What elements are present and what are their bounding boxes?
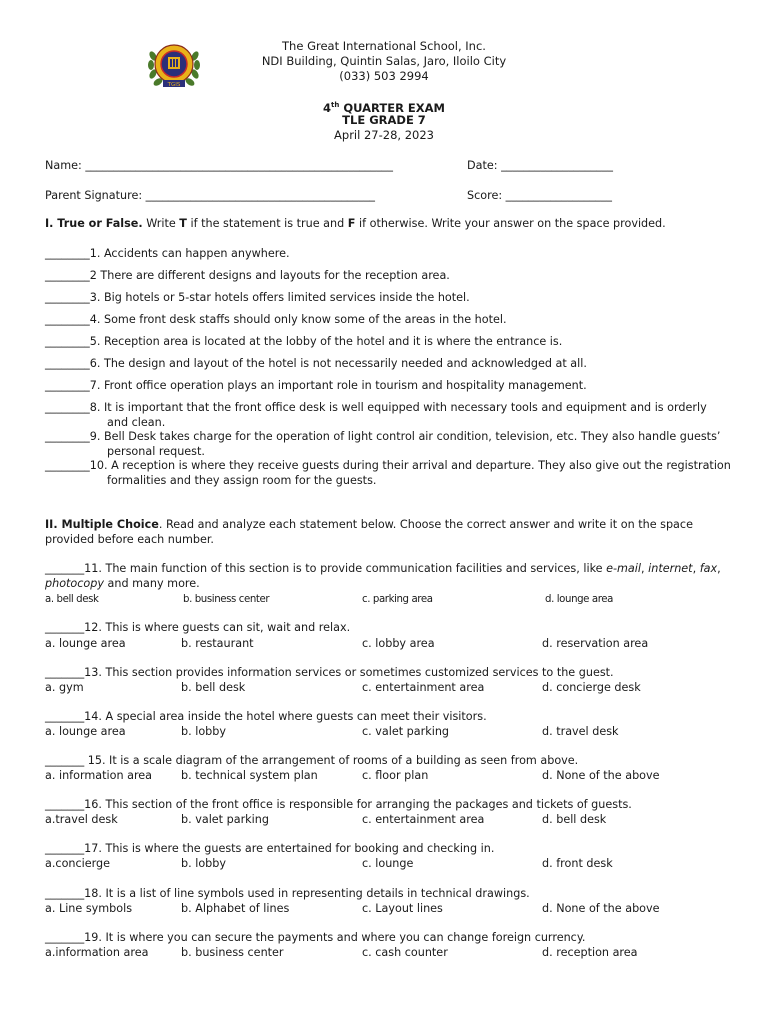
mc-question-17: _______17. This is where the guests are entertained for booking and checking in.	[45, 842, 495, 855]
tf-item-8-cont: and clean.	[107, 416, 166, 429]
mc-option: c. valet parking	[362, 725, 450, 738]
mc-option: a.information area	[45, 946, 149, 959]
mc-option: a.concierge	[45, 857, 111, 870]
mc-question-11-cont: photocopy and many more.	[45, 577, 200, 590]
tf-item-10: ________10. A reception is where they receive guests during their arrival and departure. They also give out the registration	[45, 459, 731, 472]
tf-item-4: ________4. Some front desk staffs should only know some of the areas in the hotel.	[45, 313, 507, 326]
part2-instructions-cont: provided before each number.	[45, 533, 214, 546]
mc-option: b. restaurant	[181, 637, 254, 650]
mc-option: c. lounge	[362, 857, 414, 870]
mc-option: a. lounge area	[45, 725, 126, 738]
school-phone: (033) 503 2994	[339, 69, 429, 83]
exam-dates: April 27-28, 2023	[334, 128, 434, 142]
mc-option: a.travel desk	[45, 813, 118, 826]
mc-option: b. bell desk	[181, 681, 246, 694]
mc-option: a. bell desk	[45, 594, 99, 605]
mc-question-13: _______13. This section provides information services or sometimes customized services to the guest.	[45, 666, 614, 679]
mc-option: c. cash counter	[362, 946, 448, 959]
school-address: NDI Building, Quintin Salas, Jaro, Iloilo City	[261, 54, 507, 68]
mc-question-11: _______11. The main function of this section is to provide communication facilities and services, like e-mail, internet, fax,	[45, 562, 721, 575]
mc-option: d. front desk	[542, 857, 613, 870]
tf-item-5: ________5. Reception area is located at the lobby of the hotel and it is where the entrance is.	[45, 335, 563, 348]
mc-option: c. Layout lines	[362, 902, 443, 915]
mc-option: a. lounge area	[45, 637, 126, 650]
mc-option: a. gym	[45, 681, 84, 694]
mc-option: d. travel desk	[542, 725, 619, 738]
mc-question-18: _______18. It is a list of line symbols used in representing details in technical drawings.	[45, 887, 530, 900]
mc-option: d. None of the above	[542, 902, 660, 915]
mc-option: c. parking area	[362, 594, 433, 605]
tf-item-10-cont: formalities and they assign room for the guests.	[107, 474, 377, 487]
date-field[interactable]: Date: ____________________	[467, 159, 613, 172]
name-field[interactable]: Name: _______________________________________________________	[45, 159, 393, 172]
part2-instructions: II. Multiple Choice. Read and analyze each statement below. Choose the correct answer and write it on the space	[45, 518, 693, 531]
parent-signature-field[interactable]: Parent Signature: _________________________________________	[45, 189, 376, 202]
mc-option: d. lounge area	[545, 594, 614, 605]
mc-option: c. lobby area	[362, 637, 435, 650]
tf-item-9-cont: personal request.	[107, 445, 205, 458]
mc-option: b. lobby	[181, 725, 226, 738]
mc-option: d. reservation area	[542, 637, 649, 650]
mc-question-19: _______19. It is where you can secure the payments and where you can change foreign currency.	[45, 931, 586, 944]
school-name: The Great International School, Inc.	[282, 39, 486, 53]
svg-text:TGIS: TGIS	[167, 82, 181, 88]
mc-option: c. entertainment area	[362, 681, 485, 694]
mc-question-16: _______16. This section of the front office is responsible for arranging the packages and tickets of guests.	[45, 798, 632, 811]
tf-item-6: ________6. The design and layout of the hotel is not necessarily needed and acknowledged at all.	[45, 357, 587, 370]
mc-option: b. technical system plan	[181, 769, 318, 782]
mc-question-14: _______14. A special area inside the hotel where guests can meet their visitors.	[45, 710, 487, 723]
mc-option: b. business center	[183, 594, 270, 605]
tf-item-2: ________2 There are different designs and layouts for the reception area.	[45, 269, 450, 282]
tf-item-3: ________3. Big hotels or 5-star hotels offers limited services inside the hotel.	[45, 291, 470, 304]
exam-subject: TLE GRADE 7	[342, 113, 426, 127]
exam-title: 4th QUARTER EXAM	[323, 100, 445, 115]
mc-option: c. entertainment area	[362, 813, 485, 826]
mc-option: c. floor plan	[362, 769, 429, 782]
tf-item-1: ________1. Accidents can happen anywhere.	[45, 247, 290, 260]
mc-option: b. Alphabet of lines	[181, 902, 290, 915]
mc-option: d. concierge desk	[542, 681, 641, 694]
mc-question-12: _______12. This is where guests can sit, wait and relax.	[45, 621, 351, 634]
mc-question-15: _______ 15. It is a scale diagram of the arrangement of rooms of a building as seen from above.	[45, 754, 579, 767]
mc-option: d. None of the above	[542, 769, 660, 782]
score-field[interactable]: Score: ___________________	[467, 189, 612, 202]
mc-option: b. lobby	[181, 857, 226, 870]
mc-option: a. information area	[45, 769, 153, 782]
mc-option: b. valet parking	[181, 813, 269, 826]
part1-instructions: I. True or False. Write T if the statement is true and F if otherwise. Write your answer on the space provided.	[45, 217, 666, 230]
tf-item-7: ________7. Front office operation plays an important role in tourism and hospitality management.	[45, 379, 587, 392]
tf-item-8: ________8. It is important that the front office desk is well equipped with necessary tools and equipment and is orderly	[45, 401, 707, 414]
mc-option: b. business center	[181, 946, 284, 959]
mc-option: d. bell desk	[542, 813, 607, 826]
mc-option: d. reception area	[542, 946, 638, 959]
mc-option: a. Line symbols	[45, 902, 133, 915]
tf-item-9: ________9. Bell Desk takes charge for the operation of light control air condition, television, etc. They also handle guests’	[45, 430, 721, 443]
